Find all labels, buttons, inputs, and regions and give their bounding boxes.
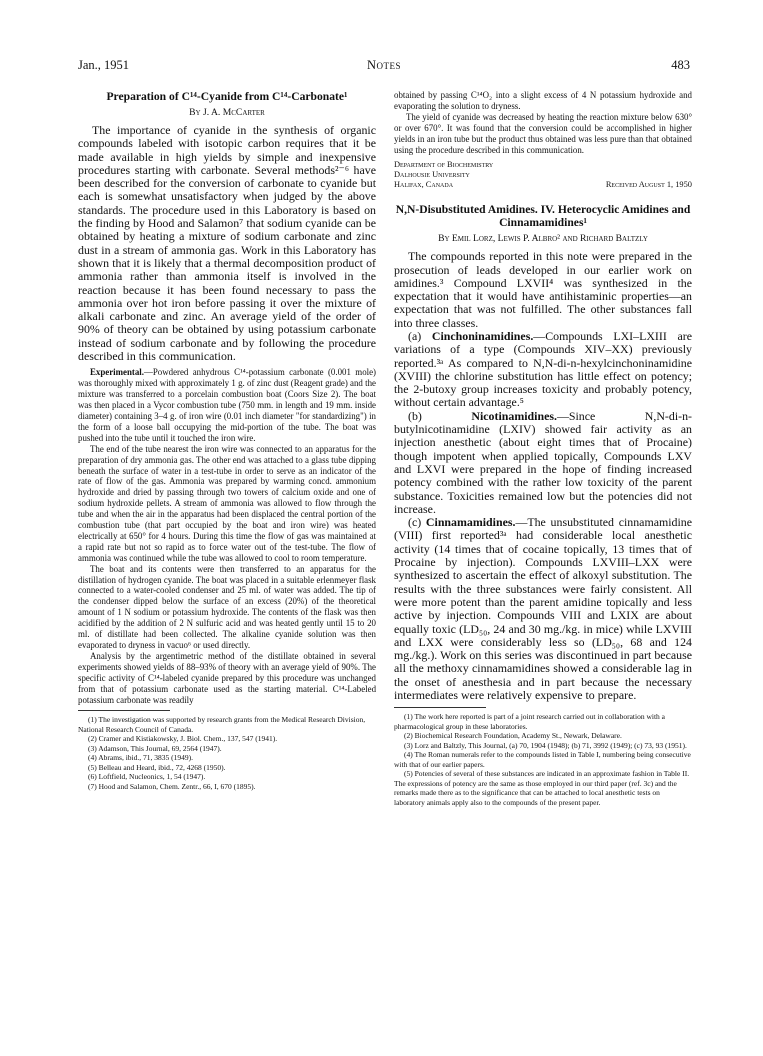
section-b-heading: Nicotinamidines. — [471, 408, 557, 423]
section-c: (c) Cinnamamidines.—The unsubstituted cinnamamidine (VIII) first reported³ᵃ had considerable local anesthetic activity (14 times that of cocaine topically, 13 times that of Procaine by injection). Compounds LXVIII–LXX were synthesized to ascertain the effect of alkoxyl substitution. The results with the three substances were fairly consistent. All were more potent than the parent amidine topically and less active by injection. Compounds VIII and LXIX are about equally toxic (LD₅₀, 24 and 30 mg./kg. in mice) while LXVIII and LXX were considerably less so (LD₅₀, 68 and 124 mg./kg.). Work on this series was discontinued in part because all the methoxy cinnamamidines showed a considerable lag in the onset of anesthesia and in part because the necessary intermediates were relatively expensive to prepare. — [394, 515, 692, 703]
right-column — [394, 90, 692, 807]
article2-body — [394, 250, 692, 702]
address-line: Halifax, Canada — [394, 179, 454, 189]
footnote: (1) The investigation was supported by research grants from the Medical Research Division, National Research Council of Canada. — [78, 715, 366, 734]
footnote: (3) Lorz and Baltzly, This Journal, (a) 70, 1904 (1948); (b) 71, 3992 (1949); (c) 73, 93 (1951). — [404, 740, 687, 750]
address-line: Dalhousie University — [394, 170, 470, 180]
footnote: (3) Adamson, This Journal, 69, 2564 (1947). — [88, 743, 222, 753]
section-a: (a) Cinchoninamidines.—Compounds LXI–LXIII are variations of a type (Compounds XIV–XX) previously reported.³ᵃ As compared to N,N-di-n-hexylcinchoninamidine (XVIII) the chlorine substitution has little effect on potency; the 2-butoxy group increases toxicity and probably potency, without certain advantage.⁵ — [394, 329, 692, 410]
footnote: (5) Potencies of several of these substances are indicated in an approximate fashion in Table II. The expressions of potency are the same as those employed in our third paper (ref. 3c) and the remarks made there as to the significance that can be attached to local anesthetic tests on laboratory animals apply also to the compounds of the present paper. — [394, 769, 690, 807]
issue-date: Jan., 1951 — [78, 58, 130, 72]
journal-section: Notes — [366, 58, 402, 72]
article2-footnotes — [394, 712, 692, 807]
experimental-text1: —Powdered anhydrous C¹⁴-potassium carbonate (0.001 mole) was thoroughly mixed with approximately 1 g. of zinc dust (Reagent grade) and the mixture was transferred to a porcelain combustion boat (Coors Size 2). The boat was then placed in a Vycor combustion tube (750 mm. in length and 19 mm. inside diameter) containing 3–4 g. of iron wire (0.01 inch diameter "for standardizing") in the form of a loose ball occupying the mid-portion of the tube. The boat was pushed into the tube until it touched the iron wire. — [78, 367, 376, 443]
section-b: (b) Nicotinamidines.—Since N,N-di-n-butylnicotinamidine (LXIV) showed fair activity as an injection anesthetic (about eight times that of Procaine) though impotent when applied topically, Compounds LXV and LXVI were prepared in the hope of finding increased potency combined with the rather low toxicity of the parent substance. Toxicities remained low but the potencies did not increase. — [394, 408, 692, 516]
author-address — [394, 160, 692, 189]
experimental-continued — [394, 90, 692, 155]
footnote: (1) The work here reported is part of a joint research carried out in collaboration with a pharmacological group in these laboratories. — [394, 712, 666, 731]
footnote: (7) Hood and Salamon, Chem. Zentr., 66, I, 670 (1895). — [88, 781, 256, 791]
section-a-heading: Cinchoninamidines. — [431, 329, 534, 343]
article1-title: Preparation of C¹⁴-Cyanide from C¹⁴-Carbonate¹ — [106, 90, 348, 103]
received-date: Received August 1, 1950 — [605, 179, 692, 189]
footnote: (2) Cramer and Kistiakowsky, J. Biol. Chem., 137, 547 (1941). — [88, 734, 278, 744]
article1-footnotes — [78, 715, 376, 791]
experimental-heading: Experimental. — [90, 367, 144, 378]
footnote: (4) Abrams, ibid., 71, 3835 (1949). — [88, 753, 193, 763]
section-c-heading: Cinnamamidines. — [425, 515, 516, 530]
article2-para1: The compounds reported in this note were prepared in the prosecution of leads developed in our earlier work on amidines.³ Compound LXVII⁴ was synthesized in the expectation that it would have antihistaminic properties—an expectation that was not fulfilled. The other substances fall into three classes. — [394, 249, 692, 330]
article1-author: By J. A. McCarter — [189, 107, 265, 118]
footnote-divider — [78, 710, 170, 711]
running-header — [78, 58, 690, 74]
article2-authors: By Emil Lorz, Lewis P. Albro² and Richard Baltzly — [438, 233, 648, 245]
experimental-para3: The boat and its contents were then transferred to an apparatus for the distillation of hydrogen cyanide. The boat was placed in a suitable erlenmeyer flask connected to a water-cooled condenser and 25 ml. of water was added. The tip of the condenser dipped below the surface of an excess (20%) of the theoretical amount of 1 N sodium or potassium hydroxide. The contents of the flask was then acidified by the addition of 2 N sulfuric acid and was heated gently until 15 to 20 ml. of distillate had been collected. The alkaline cyanide solution was then evaporated to dryness in vacuo⁶ or used directly. — [78, 563, 376, 650]
article1-para1: The importance of cyanide in the synthesis of organic compounds labeled with isotopic carbon requires that it be made available in high yields by simple and inexpensive procedures starting with carbonate. Several methods²⁻⁶ have been described for the conversion of carbonate to cyanide but each is somewhat unsatisfactory when judged by the above standards. The procedure used in this Laboratory is based on the finding by Hood and Salamon⁷ that sodium cyanide can be obtained by heating a mixture of sodium carbonate and zinc dust in a stream of ammonia gas. Work in this Laboratory has shown that it is likely that a thermal decomposition product of ammonia rather than ammonia itself is involved in the reaction because it has been found necessary to pass the ammonia over hot iron before passing it over the mixture of alkali carbonate and zinc. An average yield of the order of 90% of theory can be obtained by using potassium carbonate instead of sodium carbonate and by following the procedure described in this communication. — [78, 123, 376, 364]
experimental-section — [78, 367, 376, 705]
experimental-para5: obtained by passing C¹⁴O₂ into a slight excess of 4 N potassium hydroxide and evaporating the solution to dryness. — [394, 90, 692, 111]
footnote: (6) Loftfield, Nucleonics, 1, 54 (1947). — [88, 772, 206, 782]
experimental-para4: Analysis by the argentimetric method of the distillate obtained in several experiments showed yields of 88–93% of theory with an average yield of 90%. The specific activity of C¹⁴-labeled cyanide prepared by this procedure was unchanged from that of potassium carbonate used as the starting material. C¹⁴-Labeled potassium carbonate was readily — [78, 650, 376, 705]
page-number: 483 — [671, 58, 690, 72]
footnote: (5) Belleau and Heard, ibid., 72, 4268 (1950). — [88, 762, 226, 772]
experimental-para2: The end of the tube nearest the iron wire was connected to an apparatus for the preparation of dry ammonia gas. The other end was attached to a glass tube dipping beneath the surface of water in a test-tube in order to serve as an indicator of the rate of flow of the gas. Ammonia was prepared by warming concd. ammonium hydroxide and dried by passing through two towers of calcium oxide and one of sodium hydroxide pellets. A stream of ammonia was allowed to flow through the tube and when the air in the apparatus had been displaced the central portion of the combustion tube (that part occupied by the boat and iron wire) was heated electrically at 650° for 4 hours. During this time the flow of gas was maintained at a rapid rate but not so rapid as to force water out of the test-tube. The flow of ammonia was continued while the tube was allowed to cool to room temperature. — [78, 443, 376, 563]
footnote-divider — [394, 707, 486, 708]
article2-title: N,N-Disubstituted Amidines. IV. Heterocyclic Amidines and Cinnamamidines¹ — [395, 203, 691, 230]
experimental-para6: The yield of cyanide was decreased by heating the reaction mixture below 630° or over 670°. It was found that the conversion could be accomplished in higher yields in an iron tube but the product thus obtained was less pure than that obtained using the procedure described in this communication. — [394, 111, 692, 155]
footnote: (4) The Roman numerals refer to the compounds listed in Table I, numbering being consecutive with that of our earlier papers. — [394, 750, 691, 769]
experimental-para1 — [78, 367, 376, 443]
footnote: (2) Biochemical Research Foundation, Academy St., Newark, Delaware. — [404, 731, 622, 741]
article1-intro — [78, 124, 376, 363]
left-column — [78, 90, 376, 791]
address-line: Department of Biochemistry — [394, 160, 494, 170]
